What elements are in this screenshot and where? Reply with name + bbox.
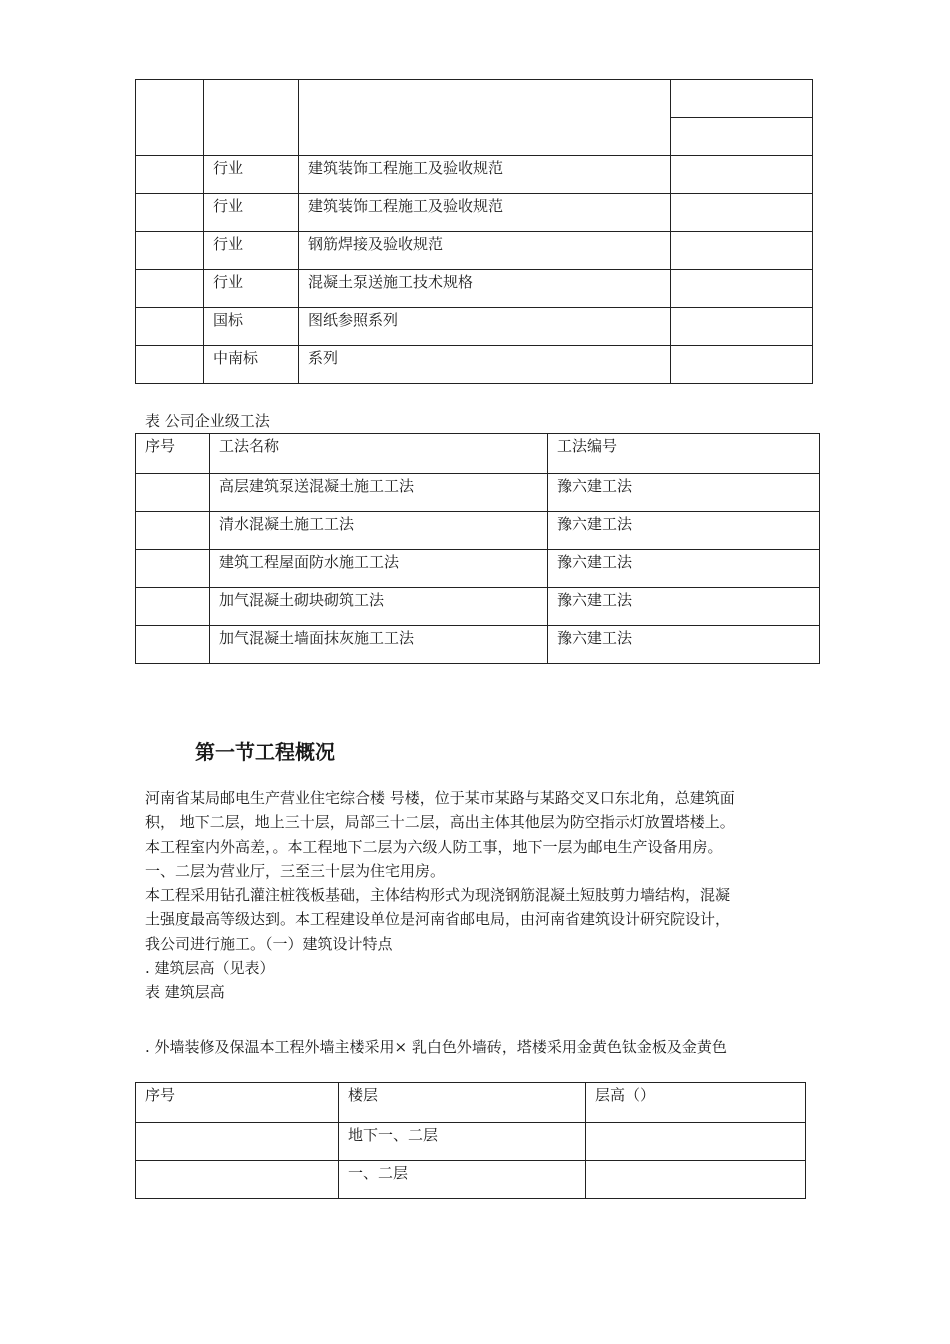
floor-height-table [135, 1082, 806, 1199]
header-floor: 楼层 [339, 1083, 586, 1123]
category-cell: 中南标 [204, 346, 299, 384]
paragraph-line: . 建筑层高（见表） [145, 959, 275, 978]
standard-name-cell: 图纸参照系列 [299, 308, 671, 346]
method-code-cell: 豫六建工法 [548, 626, 820, 664]
floor-cell: 一、二层 [339, 1161, 586, 1199]
category-cell: 行业 [204, 270, 299, 308]
standard-name-cell: 钢筋焊接及验收规范 [299, 232, 671, 270]
method-name-cell: 清水混凝土施工工法 [210, 512, 548, 550]
header-method-name: 工法名称 [210, 434, 548, 474]
table-caption: 表 建筑层高 [145, 983, 225, 1002]
standards-table [135, 79, 813, 384]
method-name-cell: 加气混凝土砌块砌筑工法 [210, 588, 548, 626]
paragraph-line: 本工程采用钻孔灌注桩筏板基础，主体结构形式为现浇钢筋混凝土短肢剪力墙结构，混凝 [145, 886, 731, 905]
header-serial: 序号 [136, 1083, 339, 1123]
table-row [136, 194, 813, 232]
table-row [136, 626, 820, 664]
method-code-cell: 豫六建工法 [548, 474, 820, 512]
method-code-cell: 豫六建工法 [548, 550, 820, 588]
standard-name-cell: 建筑装饰工程施工及验收规范 [299, 194, 671, 232]
methods-table [135, 433, 820, 664]
standard-name-cell: 混凝土泵送施工技术规格 [299, 270, 671, 308]
table-row [136, 270, 813, 308]
table-row [136, 1161, 806, 1199]
header-serial: 序号 [136, 434, 210, 474]
table-row [136, 156, 813, 194]
table-row [136, 80, 813, 156]
table-row [136, 346, 813, 384]
table-row [136, 474, 820, 512]
table-header-row [136, 1083, 806, 1123]
paragraph-line: 一、二层为营业厅，三至三十层为住宅用房。 [145, 861, 446, 880]
paragraph-line: 土强度最高等级达到。本工程建设单位是河南省邮电局，由河南省建筑设计研究院设计， [145, 910, 731, 929]
paragraph-line: 积， 地下二层，地上三十层，局部三十二层，高出主体其他层为防空指示灯放置塔楼上。 [145, 813, 735, 832]
category-cell: 行业 [204, 156, 299, 194]
table-header-row [136, 434, 820, 474]
paragraph-line: 本工程室内外高差，。本工程地下二层为六级人防工事，地下一层为邮电生产设备用房。 [145, 837, 723, 856]
table-row [136, 550, 820, 588]
table-row [136, 308, 813, 346]
header-floor-height: 层高（） [586, 1083, 806, 1123]
category-cell: 行业 [204, 194, 299, 232]
section-title: 第一节工程概况 [195, 740, 335, 764]
category-cell: 国标 [204, 308, 299, 346]
method-name-cell: 建筑工程屋面防水施工工法 [210, 550, 548, 588]
method-code-cell: 豫六建工法 [548, 512, 820, 550]
table-row [136, 232, 813, 270]
method-name-cell: 高层建筑泵送混凝土施工工法 [210, 474, 548, 512]
table-row [136, 1123, 806, 1161]
table-row [136, 512, 820, 550]
header-method-code: 工法编号 [548, 434, 820, 474]
paragraph-line: 河南省某局邮电生产营业住宅综合楼 号楼，位于某市某路与某路交叉口东北角，总建筑面 [145, 789, 735, 807]
paragraph-line: 我公司进行施工。（一）建筑设计特点 [145, 934, 393, 953]
body-paragraph [145, 786, 735, 1005]
exterior-paragraph: . 外墙装修及保温本工程外墙主楼采用× 乳白色外墙砖，塔楼采用金黄色钛金板及金黄色 [145, 1038, 727, 1056]
table-row [136, 588, 820, 626]
floor-cell: 地下一、二层 [339, 1123, 586, 1161]
method-name-cell: 加气混凝土墙面抹灰施工工法 [210, 626, 548, 664]
category-cell: 行业 [204, 232, 299, 270]
standard-name-cell: 建筑装饰工程施工及验收规范 [299, 156, 671, 194]
table-caption: 表 公司企业级工法 [145, 412, 270, 430]
standard-name-cell: 系列 [299, 346, 671, 384]
method-code-cell: 豫六建工法 [548, 588, 820, 626]
